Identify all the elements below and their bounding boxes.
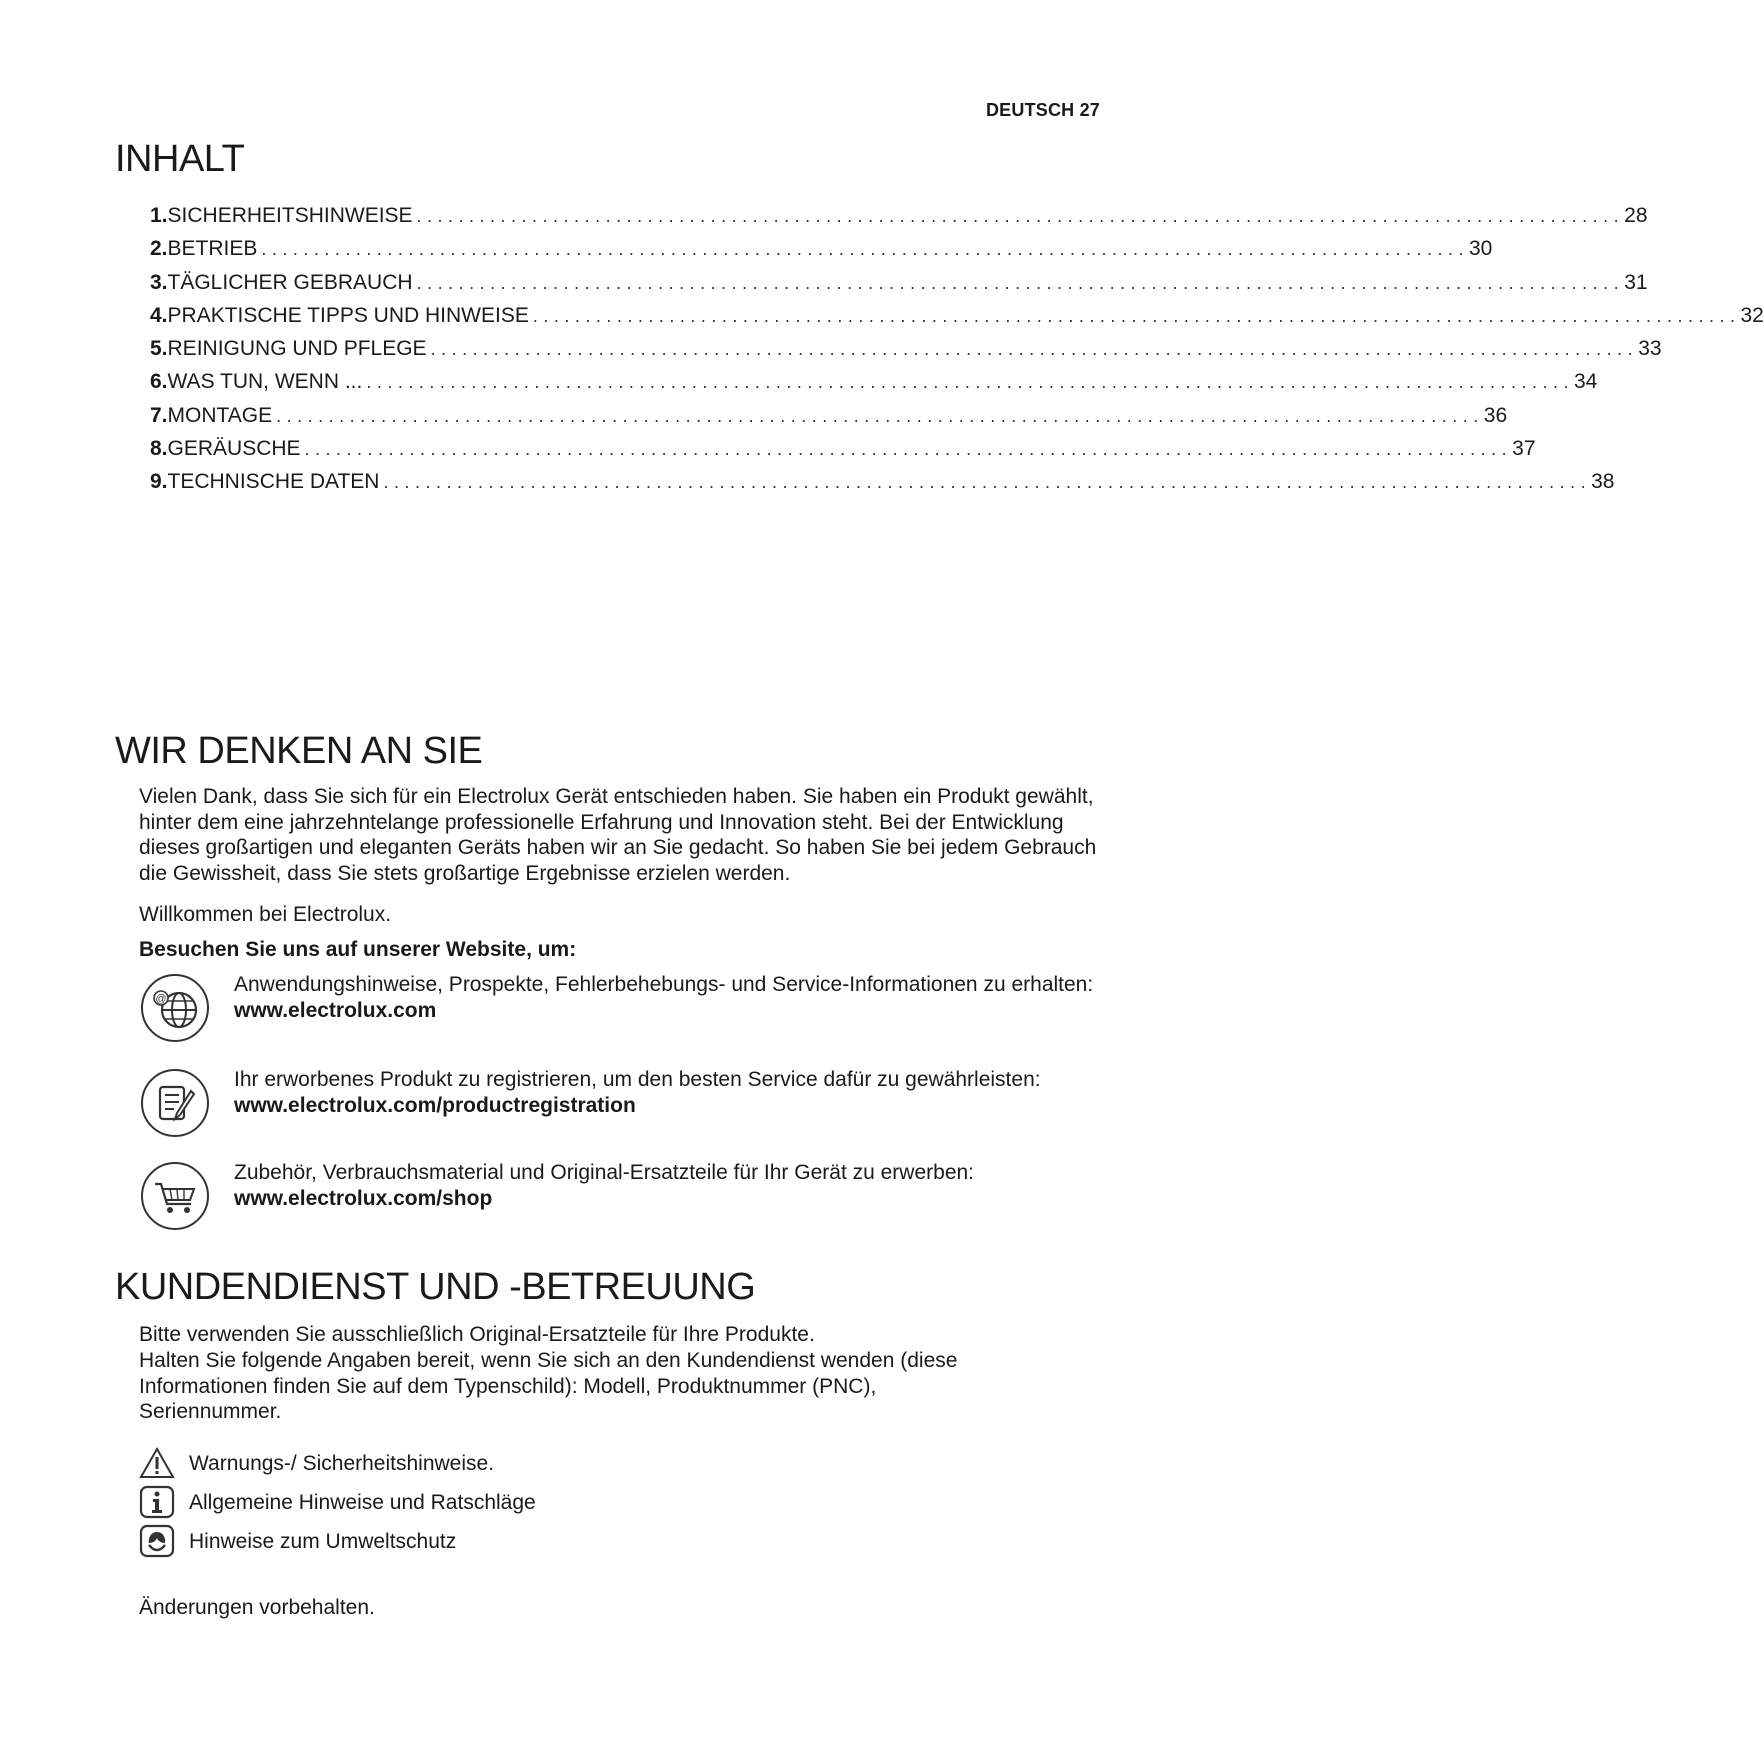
toc-item-label: GERÄUSCHE [167, 437, 301, 461]
toc-item-page: 36 [1483, 403, 1508, 427]
toc-item-page: 34 [1573, 370, 1598, 394]
toc-item[interactable] [150, 204, 1648, 237]
toc-item-label: PRAKTISCHE TIPPS UND HINWEISE [167, 303, 529, 327]
toc-leader-dots: ................................................................................................................... [416, 206, 1625, 226]
shopping-cart-icon [139, 1160, 211, 1232]
service-parts-text: Bitte verwenden Sie ausschließlich Original-Ersatzteile für Ihre Produkte. [139, 1323, 815, 1346]
toc-item-label: SICHERHEITSHINWEISE [167, 204, 413, 227]
info-icon [139, 1485, 175, 1519]
toc-item[interactable] [150, 237, 1493, 270]
visit-website-heading: Besuchen Sie uns auf unserer Website, um: [139, 938, 577, 961]
toc-item-number: 2. [150, 237, 168, 261]
shop-link[interactable]: www.electrolux.com/shop [234, 1187, 493, 1210]
product-registration-link[interactable]: www.electrolux.com/productregistration [234, 1094, 636, 1117]
toc-item-number: 1. [150, 204, 168, 227]
toc-item[interactable] [150, 270, 1648, 304]
toc-leader-dots: ................................................................................................................... [276, 405, 1484, 426]
toc-item-number: 9. [150, 470, 168, 494]
registration-info-text: Ihr erworbenes Produkt zu registrieren, um den besten Service dafür zu gewährleisten: [234, 1068, 1041, 1091]
care-section-title: WIR DENKEN AN SIE [115, 730, 483, 772]
service-info-text: Halten Sie folgende Angaben bereit, wenn Sie sich an den Kundendienst wenden (diese Informationen finden Sie auf dem Typenschild): Modell, Produktnummer (PNC), Seriennummer. [139, 1349, 958, 1423]
toc-item-page: 38 [1591, 470, 1615, 494]
legend-environment [139, 1524, 739, 1558]
table-of-contents [150, 204, 1764, 504]
toc-item-number: 5. [150, 337, 168, 361]
toc-item[interactable] [150, 370, 1598, 403]
toc-leader-dots: ................................................................................................................... [383, 472, 1592, 493]
toc-item[interactable] [150, 403, 1508, 437]
toc-item-label: WAS TUN, WENN ... [167, 370, 363, 394]
toc-item-number: 4. [150, 303, 168, 327]
website-link[interactable]: www.electrolux.com [234, 999, 437, 1022]
toc-item-number: 3. [150, 270, 168, 294]
toc-item-number: 8. [150, 437, 168, 461]
legend-environment-text: Hinweise zum Umweltschutz [189, 1530, 457, 1553]
page-header-language: DEUTSCH 27 [985, 100, 1100, 120]
website-info-text: Anwendungshinweise, Prospekte, Fehlerbehebungs- und Service-Informationen zu erhalten: [234, 973, 1094, 996]
toc-item[interactable] [150, 470, 1615, 503]
shop-info-text: Zubehör, Verbrauchsmaterial und Original-Ersatzteile für Ihr Gerät zu erwerben: [234, 1161, 975, 1184]
toc-item-number: 6. [150, 370, 168, 394]
warning-icon [139, 1446, 175, 1480]
toc-item-label: REINIGUNG UND PFLEGE [167, 337, 427, 361]
legend-warning [139, 1446, 739, 1480]
toc-item-page: 31 [1624, 270, 1648, 294]
globe-icon [139, 972, 211, 1044]
toc-item[interactable] [150, 337, 1662, 370]
environment-icon [139, 1524, 175, 1558]
footer-note: Änderungen vorbehalten. [139, 1596, 375, 1619]
toc-item[interactable] [150, 437, 1536, 470]
toc-item[interactable] [150, 303, 1764, 337]
care-intro-paragraph: Vielen Dank, dass Sie sich für ein Electrolux Gerät entschieden haben. Sie haben ein Produkt gewählt, hinter dem eine jahrzehntelange professionelle Erfahrung und Innovation steht. Bei der Entwicklung dieses großartigen und eleganten Geräts haben wir an Sie gedacht. So haben Sie bei jedem Gebrauch die Gewissheit, dass Sie stets großartige Ergebnisse erzielen werden. [139, 785, 1097, 885]
toc-leader-dots: ................................................................................................................... [416, 272, 1625, 293]
service-section-title: KUNDENDIENST UND -BETREUUNG [115, 1266, 756, 1308]
toc-item-page: 37 [1512, 437, 1536, 461]
toc-item-page: 32 [1740, 303, 1764, 327]
toc-item-label: BETRIEB [167, 237, 258, 261]
toc-leader-dots: ................................................................................................................... [532, 305, 1741, 326]
svg-text:@: @ [155, 993, 167, 1005]
toc-leader-dots: ................................................................................................................... [304, 439, 1513, 460]
toc-title: INHALT [115, 138, 245, 180]
toc-item-label: TÄGLICHER GEBRAUCH [167, 270, 413, 294]
toc-item-page: 28 [1624, 204, 1648, 227]
toc-item-page: 33 [1638, 337, 1662, 361]
registration-icon [139, 1067, 211, 1139]
legend-info-text: Allgemeine Hinweise und Ratschläge [189, 1491, 536, 1514]
toc-leader-dots: ................................................................................................................... [430, 339, 1639, 360]
toc-leader-dots: ................................................................................................................... [366, 372, 1574, 393]
toc-item-label: MONTAGE [167, 403, 273, 427]
legend-warning-text: Warnungs-/ Sicherheitshinweise. [189, 1452, 495, 1475]
toc-item-number: 7. [150, 403, 168, 427]
toc-item-label: TECHNISCHE DATEN [167, 470, 380, 494]
legend-info [139, 1485, 739, 1519]
toc-leader-dots: ................................................................................................................... [261, 239, 1469, 260]
toc-item-page: 30 [1469, 237, 1493, 261]
welcome-text: Willkommen bei Electrolux. [139, 903, 392, 926]
